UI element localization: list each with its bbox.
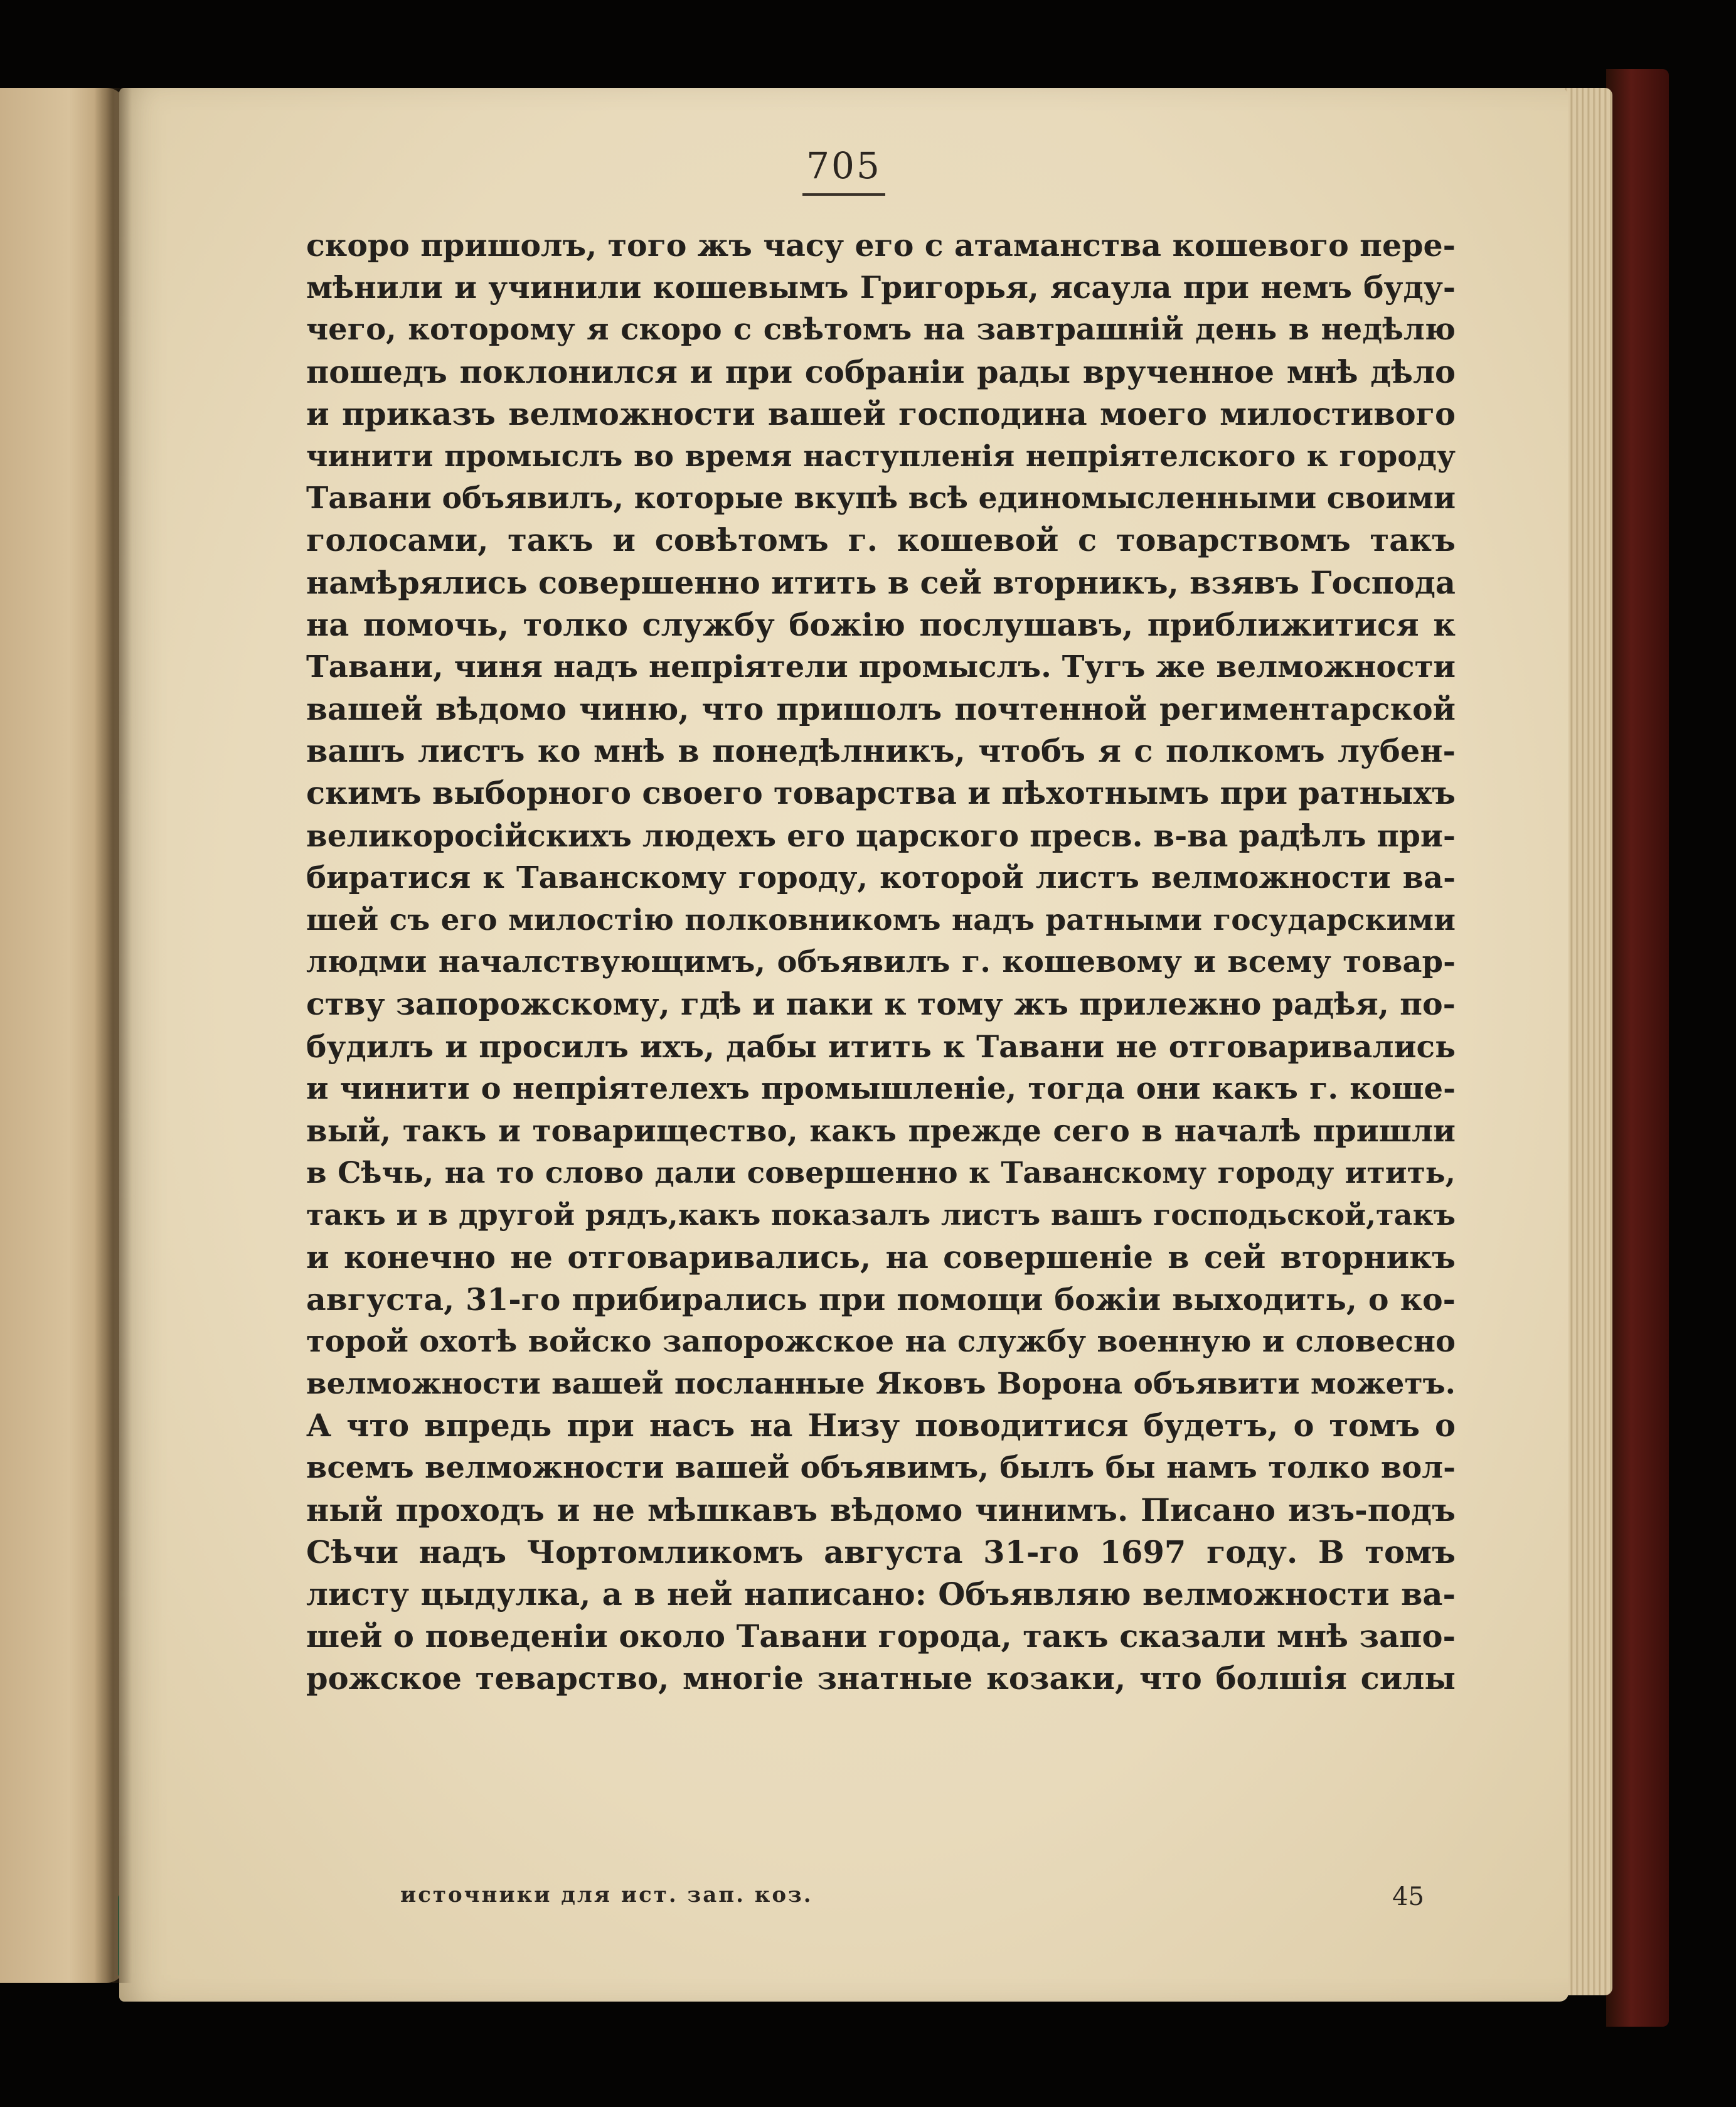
text-line: Сѣчи надъ Чортомликомъ августа 31-го 1697 году. В томъ [306, 1534, 1456, 1571]
book-cover-edge [1606, 69, 1669, 2027]
text-line: А что впредь при насъ на Низу поводитися будетъ, о томъ о [306, 1407, 1456, 1444]
text-line: ству запорожскому, гдѣ и паки к тому жъ прилежно радѣя, по- [306, 986, 1456, 1023]
text-line: вашъ листъ ко мнѣ в понедѣлникъ, чтобъ я с полкомъ лубен- [306, 733, 1456, 770]
text-line: и чинити о непріятелехъ промышленіе, тогда они какъ г. коше- [306, 1070, 1456, 1106]
text-line: вый, такъ и товарищество, какъ прежде сего в началѣ пришли [306, 1112, 1456, 1149]
text-line: и конечно не отговаривались, на совершеніе в сей вторникъ [306, 1239, 1456, 1276]
text-line: на помочь, толко службу божію послушавъ, приближитися к [306, 606, 1456, 643]
signature-mark: 45 [1392, 1882, 1424, 1911]
text-line: голосами, такъ и совѣтомъ г. кошевой с товарствомъ такъ [306, 522, 1456, 559]
text-line: чего, которому я скоро с свѣтомъ на завтрашній день в недѣлю [306, 312, 1456, 348]
text-line: и приказъ велможности вашей господина моего милостивого [306, 395, 1456, 432]
text-line: велможности вашей посланные Яковъ Ворона объявити можетъ. [306, 1367, 1456, 1402]
text-line: биратися к Таванскому городу, которой листъ велможности ва- [306, 860, 1456, 895]
text-line: скимъ выборного своего товарства и пѣхотнымъ при ратныхъ [306, 775, 1456, 812]
text-line: Тавани, чиня надъ непріятели промыслъ. Тугъ же велможности [306, 649, 1456, 685]
footer-source-title: источники для ист. зап. коз. [400, 1882, 813, 1907]
text-line: пошедъ поклонился и при собраніи рады врученное мнѣ дѣло [306, 353, 1456, 390]
text-line: всемъ велможности вашей объявимъ, былъ бы намъ толко вол- [306, 1450, 1456, 1486]
text-line: будилъ и просилъ ихъ, дабы итить к Тавани не отговаривались [306, 1028, 1456, 1065]
text-line: мѣнили и учинили кошевымъ Григорья, ясаула при немъ буду- [306, 270, 1456, 306]
text-line: рожское теварство, многіе знатные козаки, что болшія силы [306, 1660, 1456, 1697]
text-line: в Сѣчь, на то слово дали совершенно к Таванскому городу итить, [306, 1156, 1456, 1191]
text-line: торой охотѣ войско запорожское на службу военную и словесно [306, 1323, 1456, 1359]
text-line: листу цыдулка, а в ней написано: Объявляю велможности ва- [306, 1576, 1456, 1613]
text-line: шей о поведеніи около Тавани города, такъ сказали мнѣ запо- [306, 1618, 1456, 1655]
text-line: скоро пришолъ, того жъ часу его с атаманства кошевого пере- [306, 227, 1456, 264]
text-line: великоросійскихъ людехъ его царского пресв. в-ва радѣлъ при- [306, 818, 1456, 854]
text-line: Тавани объявилъ, которые вкупѣ всѣ единомысленными своими [306, 481, 1456, 516]
page-footer [400, 1882, 1424, 1920]
text-line: ный проходъ и не мѣшкавъ вѣдомо чинимъ. Писано изъ-подъ [306, 1491, 1456, 1528]
page-gutter-shadow [94, 88, 132, 1983]
text-line: людми началствующимъ, объявилъ г. кошевому и всему товар- [306, 944, 1456, 980]
text-line: такъ и в другой рядъ,какъ показалъ листъ вашъ господьской,такъ [306, 1198, 1456, 1232]
text-line: намѣрялись совершенно итить в сей вторникъ, взявъ Господа [306, 564, 1456, 601]
text-line: чинити промыслъ во время наступленія непріятелского к городу [306, 439, 1456, 474]
page-header [119, 144, 1568, 196]
body-text [306, 225, 1456, 1700]
text-line: шей съ его милостію полковникомъ надъ ратными государскими [306, 903, 1456, 937]
page-number: 705 [802, 144, 885, 196]
text-line: августа, 31-го прибирались при помощи божіи выходить, о ко- [306, 1281, 1456, 1318]
book-page [119, 88, 1568, 2002]
text-line: вашей вѣдомо чиню, что пришолъ почтенной региментарской [306, 691, 1456, 728]
